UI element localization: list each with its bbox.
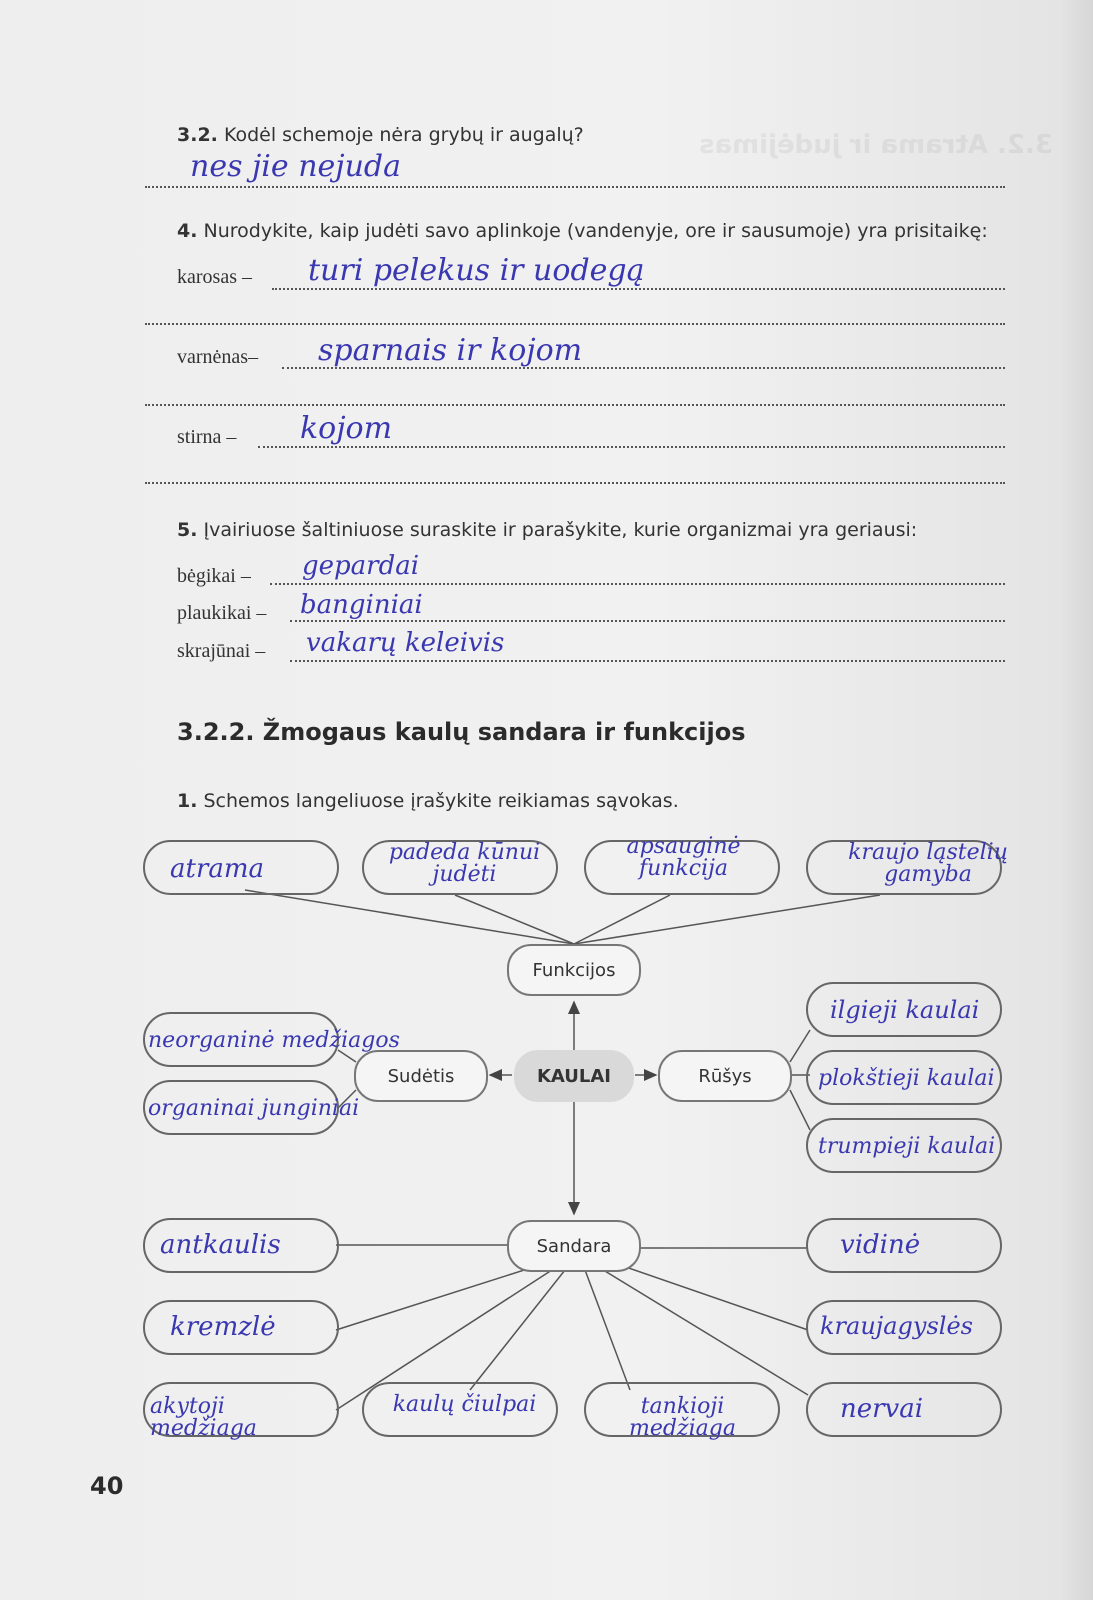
question-text: Įvairiuose šaltiniuose suraskite ir parašykite, kurie organizmai yra geriausi: bbox=[203, 519, 918, 541]
handwritten-answer: vakarų keleivis bbox=[306, 628, 505, 658]
task-text: Schemos langeliuose įrašykite reikiamas sąvokas. bbox=[203, 790, 679, 812]
handwritten-answer: nes jie nejuda bbox=[190, 149, 401, 184]
section-title: 3.2.2. Žmogaus kaulų sandara ir funkcijos bbox=[177, 718, 746, 746]
handwritten-answer: kraujo ląstelių gamyba bbox=[848, 840, 1008, 887]
node-rusys: Rūšys bbox=[658, 1050, 792, 1102]
node-sandara: Sandara bbox=[507, 1220, 641, 1272]
task-number: 1. bbox=[177, 790, 198, 812]
handwritten-answer: gepardai bbox=[302, 551, 420, 581]
handwritten-answer: organinai junginiai bbox=[148, 1096, 360, 1121]
handwritten-answer: kojom bbox=[300, 411, 393, 446]
handwritten-answer: atrama bbox=[170, 854, 265, 884]
handwritten-answer: sparnais ir kojom bbox=[318, 333, 583, 368]
handwritten-answer: kraujagyslės bbox=[820, 1312, 973, 1340]
node-sudetis: Sudėtis bbox=[354, 1050, 488, 1102]
label-varnenas: varnėnas– bbox=[177, 346, 259, 368]
handwritten-answer: turi pelekus ir uodegą bbox=[308, 253, 645, 288]
handwritten-answer: banginiai bbox=[300, 590, 423, 620]
node-kaulai: KAULAI bbox=[514, 1050, 634, 1102]
handwritten-answer: tankioji medžiaga bbox=[629, 1394, 736, 1441]
question-text: Nurodykite, kaip judėti savo aplinkoje (vandenyje, ore ir sausumoje) yra prisitaikę: bbox=[203, 220, 988, 242]
handwritten-answer: trumpieji kaulai bbox=[818, 1134, 996, 1159]
label-stirna: stirna – bbox=[177, 426, 237, 448]
handwritten-answer: neorganinė medžiagos bbox=[148, 1028, 400, 1053]
handwritten-answer: kaulų čiulpai bbox=[392, 1392, 537, 1417]
label-plaukikai: plaukikai – bbox=[177, 602, 267, 624]
handwritten-answer: akytoji medžiaga bbox=[150, 1394, 257, 1441]
handwritten-answer: kremzlė bbox=[170, 1312, 276, 1342]
question-number: 5. bbox=[177, 519, 198, 541]
question-number: 4. bbox=[177, 220, 198, 242]
handwritten-answer: plokštieji kaulai bbox=[818, 1066, 995, 1091]
label-skrajunai: skrajūnai – bbox=[177, 640, 266, 662]
page-number: 40 bbox=[90, 1472, 124, 1500]
handwritten-answer: vidinė bbox=[840, 1230, 921, 1260]
node-funkcijos: Funkcijos bbox=[507, 944, 641, 996]
label-begikai: bėgikai – bbox=[177, 565, 251, 587]
handwritten-answer: ilgieji kaulai bbox=[830, 996, 980, 1024]
handwritten-answer: nervai bbox=[840, 1394, 924, 1424]
question-number: 3.2. bbox=[177, 124, 218, 146]
question-text: Kodėl schemoje nėra grybų ir augalų? bbox=[223, 124, 584, 146]
handwritten-answer: antkaulis bbox=[160, 1230, 281, 1260]
handwritten-answer: padeda kūnui judėti bbox=[388, 840, 541, 887]
handwritten-answer: apsauginė funkcija bbox=[626, 834, 741, 881]
label-karosas: karosas – bbox=[177, 266, 252, 288]
bleed-through-text: 3.2. Atrama ir judėjimas bbox=[699, 130, 1053, 160]
